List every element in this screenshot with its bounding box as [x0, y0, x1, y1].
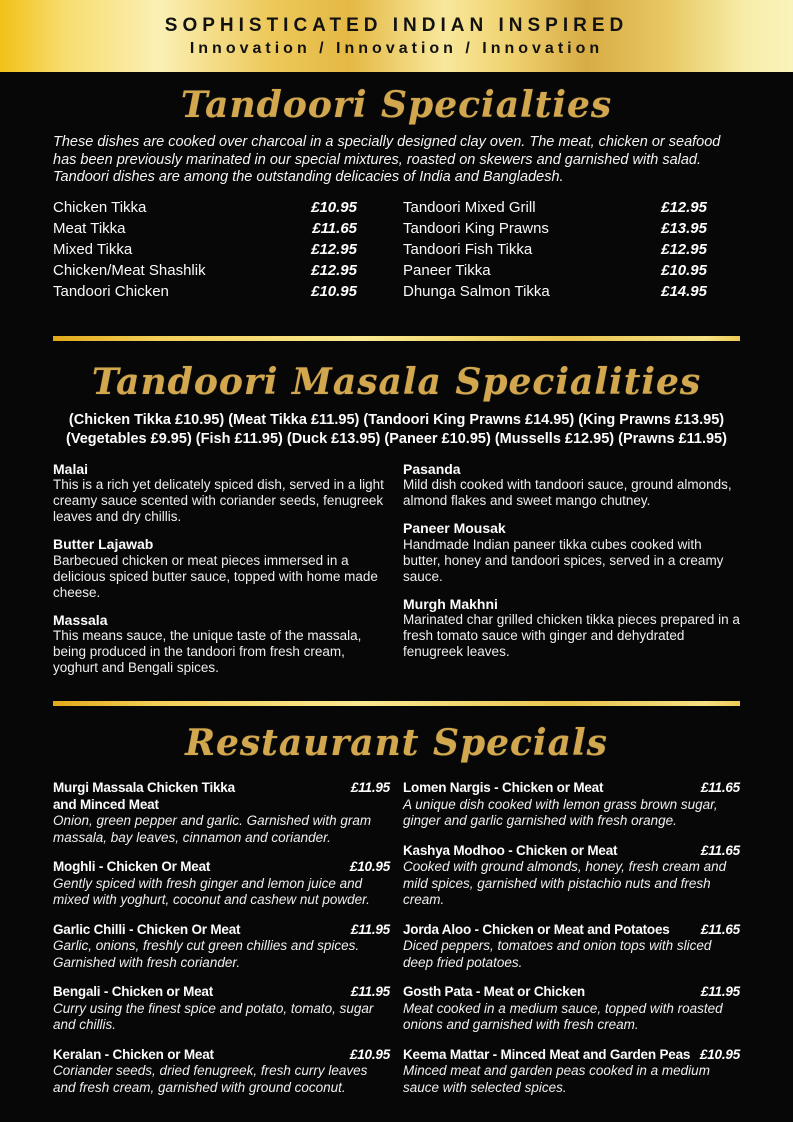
item-description: This means sauce, the unique taste of the massala, being produced in the tandoori from fresh cream, yoghurt and Bengali spices.: [53, 628, 362, 675]
item-header: [403, 843, 740, 860]
item-price: £10.95: [311, 198, 357, 216]
menu-item-block: [53, 1047, 390, 1097]
item-name: Paneer Mousak: [403, 520, 506, 536]
gold-divider: [53, 336, 740, 341]
menu-item-block: [403, 1047, 740, 1097]
item-header: [403, 1047, 740, 1064]
item-price: £10.95: [661, 261, 707, 279]
item-name: Kashya Modhoo - Chicken or Meat: [403, 842, 618, 858]
menu-item-row: [53, 283, 357, 304]
item-name: Dhunga Salmon Tikka: [403, 282, 550, 300]
restaurant-specials-heading: Restaurant Specials: [185, 722, 608, 764]
price-column-right: [403, 199, 707, 304]
item-name: Massala: [53, 611, 108, 628]
item-description: Barbecued chicken or meat pieces immersed in a delicious spiced butter sauce, topped with home made cheese.: [53, 552, 378, 600]
tandoori-masala-heading: Tandoori Masala Specialities: [91, 360, 702, 403]
item-name: Malai: [53, 460, 89, 477]
menu-item-block: [53, 461, 390, 526]
item-name: Murgh Makhni: [403, 595, 498, 612]
item-name: Mixed Tikka: [53, 240, 133, 258]
menu-item-block: [403, 984, 740, 1034]
item-price: £11.95: [700, 984, 740, 999]
item-description: Mild dish cooked with tandoori sauce, ground almonds, almond flakes and sweet mango chutney.: [403, 477, 732, 508]
tandoori-specialties-heading: Tandoori Specialties: [180, 84, 613, 126]
menu-banner: [0, 0, 793, 72]
item-description: Garlic, onions, freshly cut green chillies and spices. Garnished with fresh coriander.: [53, 938, 360, 970]
banner-subtitle: Innovation / Innovation / Innovation: [189, 39, 604, 57]
item-description: Gently spiced with fresh ginger and lemon juice and mixed with yoghurt, coconut and cashew nut powder.: [53, 875, 370, 907]
menu-item-block: [53, 536, 390, 601]
menu-item-block: [403, 780, 740, 830]
item-header: [403, 984, 740, 1001]
item-description: Minced meat and garden peas cooked in a medium sauce with selected spices.: [403, 1063, 710, 1095]
masala-description-grid: [0, 461, 793, 688]
specials-column-left: [53, 780, 390, 1109]
item-price: £10.95: [349, 859, 390, 874]
item-header: [53, 922, 390, 939]
menu-item-row: [403, 199, 707, 220]
masala-column-right: [403, 461, 740, 688]
item-price: £10.95: [349, 1046, 390, 1062]
menu-item-row: [403, 220, 707, 241]
item-header: [53, 984, 390, 1001]
menu-item-block: [53, 922, 390, 972]
item-price: £12.95: [311, 261, 357, 279]
item-price: £14.95: [661, 282, 707, 300]
item-name: Tandoori Mixed Grill: [403, 198, 536, 216]
item-description: This is a rich yet delicately spiced dish, served in a light creamy sauce scented with coriander seeds, fenugreek leaves and dry chillis.: [53, 477, 384, 524]
menu-item-row: [403, 283, 707, 304]
item-price: £11.95: [350, 984, 390, 999]
section-restaurant-specials: [0, 722, 793, 1109]
item-name: Jorda Aloo - Chicken or Meat and Potatoes: [403, 921, 670, 937]
item-header: [53, 859, 390, 876]
menu-item-block: [403, 461, 740, 510]
tandoori-specialties-price-list: [0, 199, 793, 304]
gold-divider: [53, 701, 740, 706]
menu-item-block: [403, 520, 740, 585]
item-description: Cooked with ground almonds, honey, fresh cream and mild spices, garnished with pistachio nuts and fresh cream.: [403, 859, 727, 907]
item-name: Gosth Pata - Meat or Chicken: [403, 984, 585, 999]
item-description: A unique dish cooked with lemon grass brown sugar, ginger and garlic garnished with fresh orange.: [403, 796, 718, 828]
menu-item-block: [53, 984, 390, 1034]
item-price: £13.95: [661, 219, 707, 237]
item-name: Tandoori Fish Tikka: [403, 240, 533, 258]
item-price: £11.65: [700, 921, 740, 937]
item-name: Moghli - Chicken Or Meat: [53, 859, 211, 874]
item-description: Curry using the finest spice and potato, tomato, sugar and chillis.: [53, 1000, 374, 1032]
item-description: Meat cooked in a medium sauce, topped with roasted onions and garnished with fresh cream.: [403, 1000, 723, 1032]
menu-item-row: [53, 220, 357, 241]
item-name: Tandoori Chicken: [53, 282, 169, 300]
item-name: Tandoori King Prawns: [403, 219, 549, 237]
item-name: Lomen Nargis - Chicken or Meat: [403, 780, 604, 795]
banner-title: SOPHISTICATED INDIAN INSPIRED: [164, 14, 629, 36]
item-header: [403, 780, 740, 797]
menu-item-block: [403, 843, 740, 909]
menu-item-row: [403, 262, 707, 283]
section-tandoori-specialties: [0, 84, 793, 304]
masala-price-line-1: (Chicken Tikka £10.95) (Meat Tikka £11.95) (Tandoori King Prawns £14.95) (King Prawns £13.95): [68, 411, 725, 428]
item-description: Marinated char grilled chicken tikka pieces prepared in a fresh tomato sauce with ginger and dehydrated fenugreek leaves.: [403, 612, 740, 659]
specials-grid: [0, 780, 793, 1109]
item-name-line1: Murgi Massala Chicken Tikka: [53, 780, 235, 795]
item-description: Onion, green pepper and garlic. Garnished with gram massala, bay leaves, cinnamon and coriander.: [53, 813, 372, 845]
menu-item-row: [53, 262, 357, 283]
item-price: £12.95: [311, 240, 357, 258]
menu-item-block: [53, 859, 390, 909]
tandoori-specialties-intro: These dishes are cooked over charcoal in a specially designed clay oven. The meat, chicken or seafood has been previously marinated in our special mixtures, roasted on skewers and garnished with salad. Tandoori dishes are among the outstanding delicacies of India and Bangladesh.: [53, 134, 721, 185]
menu-item-row: [53, 241, 357, 262]
item-name: Bengali - Chicken or Meat: [53, 984, 214, 999]
item-name: Chicken Tikka: [53, 198, 147, 216]
item-name: Keralan - Chicken or Meat: [53, 1046, 214, 1062]
menu-item-block: [53, 612, 390, 677]
item-name-line2: and Minced Meat: [53, 796, 159, 812]
menu-item-row: [403, 241, 707, 262]
item-header: [53, 1047, 390, 1064]
item-price: £10.95: [311, 282, 357, 300]
item-name: [53, 780, 345, 813]
masala-price-line-2: (Vegetables £9.95) (Fish £11.95) (Duck £13.95) (Paneer £10.95) (Mussells £12.95) (Prawns £11.95): [66, 430, 727, 447]
item-price: £12.95: [661, 240, 707, 258]
item-description: Handmade Indian paneer tikka cubes cooked with butter, honey and tandoori spices, served in a creamy sauce.: [403, 536, 724, 584]
item-price: £11.65: [312, 219, 357, 237]
item-description: Diced peppers, tomatoes and onion tops with sliced deep fried potatoes.: [403, 938, 712, 970]
masala-column-left: [53, 461, 390, 688]
item-price: £11.95: [350, 780, 390, 795]
item-name: Garlic Chilli - Chicken Or Meat: [53, 921, 241, 937]
item-header: [53, 780, 390, 813]
price-column-left: [53, 199, 357, 304]
item-name: Paneer Tikka: [403, 261, 491, 279]
item-name: Meat Tikka: [53, 219, 126, 237]
item-price: £11.65: [700, 780, 740, 795]
menu-item-block: [53, 780, 390, 846]
item-price: £11.65: [700, 842, 740, 858]
masala-price-lines: [0, 411, 793, 449]
item-name: Butter Lajawab: [53, 536, 154, 552]
item-price: £12.95: [661, 198, 707, 216]
item-price: £11.95: [350, 921, 390, 937]
item-name: Pasanda: [403, 460, 461, 477]
section-tandoori-masala: [0, 361, 793, 688]
item-name: Chicken/Meat Shashlik: [53, 261, 206, 279]
menu-item-block: [403, 922, 740, 972]
item-price: £10.95: [699, 1046, 740, 1062]
item-name: Keema Mattar - Minced Meat and Garden Peas: [403, 1046, 691, 1062]
menu-item-block: [403, 596, 740, 661]
menu-item-row: [53, 199, 357, 220]
item-description: Coriander seeds, dried fenugreek, fresh curry leaves and fresh cream, garnished with ground coconut.: [53, 1063, 368, 1095]
specials-column-right: [403, 780, 740, 1109]
item-header: [403, 922, 740, 939]
